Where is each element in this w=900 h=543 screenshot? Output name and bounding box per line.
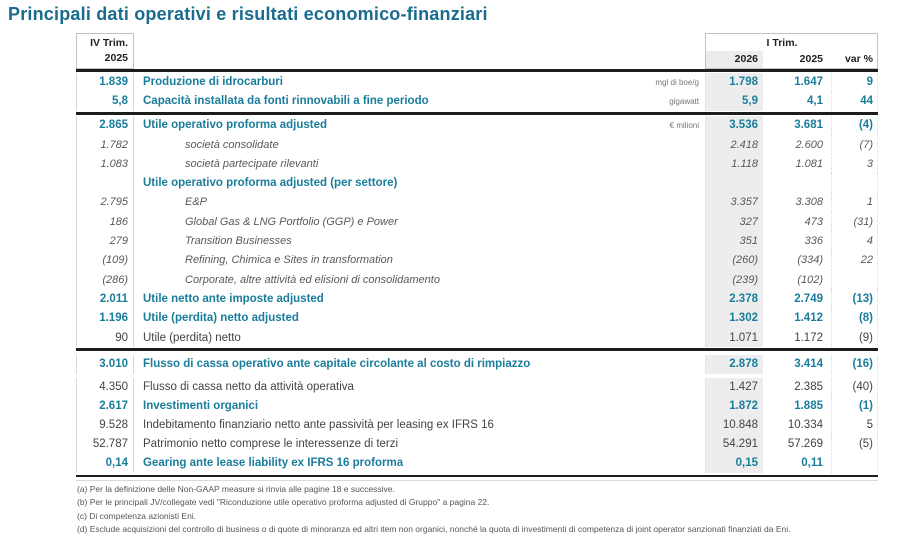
cell-2026-value: 351 [705, 231, 763, 250]
cell-prev-quarter-value: 52.787 [76, 435, 134, 454]
cell-2025-value: 4,1 [807, 95, 823, 108]
cell-2026-value: 54.291 [705, 435, 763, 454]
cell-2025-value: 57.269 [787, 438, 823, 451]
cell-2025-value: 2.385 [794, 381, 823, 394]
cell-2026-value: 1.071 [705, 328, 763, 347]
row-label: Patrimonio netto comprese le interessenze di terzi [143, 438, 399, 451]
table-row [76, 212, 878, 231]
cell-2025-value: 3.414 [794, 358, 823, 371]
cell-2025-value: 473 [804, 215, 823, 228]
row-label: Produzione di idrocarburi [143, 76, 283, 89]
cell-prev-quarter-value: 0,14 [76, 454, 134, 473]
header-prev-quarter-year: 2025 [104, 52, 128, 64]
section-profit-data [76, 115, 878, 349]
header-prev-quarter-label: IV Trim. [90, 37, 128, 49]
cell-prev-quarter-value: 5,8 [76, 92, 134, 111]
cell-2026-value: 1.118 [705, 154, 763, 173]
cell-var-percent: 1 [831, 193, 878, 212]
row-label: Indebitamento finanziario netto ante passività per leasing ex IFRS 16 [143, 419, 494, 432]
cell-2026-value: 0,15 [705, 454, 763, 473]
table-row [76, 231, 878, 250]
table-header [76, 33, 878, 69]
cell-2025-value: 3.681 [794, 119, 823, 132]
footnote-b: (b) Per le principali JV/collegate vedi "Riconduzione utile operativo proforma adjusted di Gruppo" a pagina 22. [77, 497, 490, 508]
cell-2025-value: 2.749 [794, 292, 823, 305]
table-row [76, 193, 878, 212]
table-row [76, 454, 878, 473]
cell-prev-quarter-value: 2.865 [76, 116, 134, 135]
header-year-row [706, 51, 877, 68]
table-row [76, 378, 878, 397]
table-row [76, 116, 878, 135]
cell-2025-value: 3.308 [795, 196, 823, 209]
row-label: Flusso di cassa operativo ante capitale circolante al costo di rimpiazzo [143, 358, 531, 371]
footnote-separator [76, 480, 878, 481]
row-label: Transition Businesses [185, 235, 292, 248]
cell-var-percent: 9 [831, 73, 878, 92]
cell-prev-quarter-value: 1.839 [76, 73, 134, 92]
cell-2026-value: 5,9 [705, 92, 763, 111]
table-row [76, 289, 878, 308]
row-label: Corporate, altre attività ed elisioni di consolidamento [185, 273, 440, 286]
cell-2025-value [763, 173, 831, 192]
table-row [76, 355, 878, 374]
header-current-quarters [705, 33, 878, 69]
cell-var-percent [831, 454, 878, 473]
divider-bottom [76, 475, 878, 478]
cell-unit: € milioni [669, 120, 699, 130]
section-cashflow-data [76, 351, 878, 475]
row-label: Global Gas & LNG Portfolio (GGP) e Power [185, 215, 398, 228]
header-prev-quarter [76, 33, 134, 69]
cell-prev-quarter-value: 1.782 [76, 135, 134, 154]
cell-2025-value: (334) [797, 254, 823, 267]
cell-2026-value: 1.798 [705, 73, 763, 92]
footnote-c: (c) Di competenza azionisti Eni. [77, 510, 197, 521]
cell-2026-value [705, 173, 763, 192]
cell-prev-quarter-value: 3.010 [76, 355, 134, 374]
cell-var-percent [831, 173, 878, 192]
cell-var-percent: 5 [831, 416, 878, 435]
cell-var-percent: (13) [831, 289, 878, 308]
cell-2026-value: (260) [705, 251, 763, 270]
cell-var-percent: (5) [831, 435, 878, 454]
cell-var-percent: (7) [831, 135, 878, 154]
table-row [76, 435, 878, 454]
cell-unit: gigawatt [669, 96, 699, 106]
cell-2026-value: (239) [705, 270, 763, 289]
footnotes [77, 483, 892, 536]
cell-2025-value: (102) [797, 273, 823, 286]
financial-results-table [76, 33, 878, 481]
table-row [76, 92, 878, 111]
cell-prev-quarter-value: 90 [76, 328, 134, 347]
row-label: Utile (perdita) netto adjusted [143, 312, 299, 325]
row-label: Utile operativo proforma adjusted (per settore) [143, 177, 398, 190]
table-row [76, 397, 878, 416]
cell-2026-value: 3.536 [705, 116, 763, 135]
cell-var-percent: 3 [831, 154, 878, 173]
row-label: Capacità installata da fonti rinnovabili a fine periodo [143, 95, 429, 108]
table-row [76, 173, 878, 192]
row-label: Investimenti organici [143, 400, 259, 413]
cell-var-percent: 44 [831, 92, 878, 111]
table-row [76, 251, 878, 270]
row-label: Refining, Chimica e Sites in transformation [185, 254, 393, 267]
cell-2026-value: 1.302 [705, 309, 763, 328]
table-row [76, 154, 878, 173]
cell-2026-value: 327 [705, 212, 763, 231]
cell-2025-value: 1.647 [794, 76, 823, 89]
page-title: Principali dati operativi e risultati economico-finanziari [8, 4, 488, 24]
cell-var-percent: (40) [831, 378, 878, 397]
header-col-2025: 2025 [799, 53, 823, 65]
table-row [76, 270, 878, 289]
cell-2025-value: 336 [804, 235, 823, 248]
cell-unit: mgl di boe/g [655, 77, 699, 87]
row-label: E&P [185, 196, 208, 209]
cell-2025-value: 0,11 [801, 457, 823, 470]
table-row [76, 309, 878, 328]
cell-2026-value: 2.378 [705, 289, 763, 308]
cell-2026-value: 10.848 [705, 416, 763, 435]
cell-2026-value: 1.427 [705, 378, 763, 397]
row-label: Gearing ante lease liability ex IFRS 16 proforma [143, 457, 404, 470]
cell-var-percent: (31) [831, 212, 878, 231]
row-label: Flusso di cassa netto da attività operativa [143, 381, 354, 394]
cell-2025-value: 1.081 [795, 157, 823, 170]
cell-2025-value: 1.172 [794, 331, 823, 344]
cell-var-percent: (4) [831, 116, 878, 135]
table-row [76, 416, 878, 435]
row-label: Utile (perdita) netto [143, 331, 241, 344]
cell-prev-quarter-value: 2.795 [76, 193, 134, 212]
header-quarter-group-label: I Trim. [766, 37, 798, 49]
cell-2025-value: 10.334 [787, 419, 823, 432]
table-row [76, 328, 878, 347]
cell-var-percent: 4 [831, 231, 878, 250]
cell-prev-quarter-value: 1.196 [76, 309, 134, 328]
cell-2026-value: 3.357 [705, 193, 763, 212]
table-row [76, 73, 878, 92]
header-col-var-percent: var % [844, 53, 873, 65]
cell-prev-quarter-value: 279 [76, 231, 134, 250]
cell-prev-quarter-value [76, 173, 134, 192]
cell-var-percent: (9) [831, 328, 878, 347]
cell-var-percent: 22 [831, 251, 878, 270]
cell-prev-quarter-value: 9.528 [76, 416, 134, 435]
cell-var-percent [831, 270, 878, 289]
cell-2026-value: 2.878 [705, 355, 763, 374]
cell-prev-quarter-value: 186 [76, 212, 134, 231]
cell-prev-quarter-value: 2.011 [76, 289, 134, 308]
cell-2025-value: 1.412 [794, 312, 823, 325]
cell-2026-value: 1.872 [705, 397, 763, 416]
header-col-2026: 2026 [706, 51, 763, 68]
row-label: società consolidate [185, 138, 279, 151]
cell-var-percent: (16) [831, 355, 878, 374]
cell-prev-quarter-value: 4.350 [76, 378, 134, 397]
footnote-d: (d) Esclude acquisizioni del controllo di business o di quote di minoranza ed altri item non organici, nonché la quota di investimenti di competenza di joint operator sanzionati finanziati da Eni. [77, 523, 791, 534]
cell-2025-value: 2.600 [795, 138, 823, 151]
footnote-a: (a) Per la definizione delle Non-GAAP measure si rinvia alle pagine 18 e successive. [77, 484, 395, 494]
cell-prev-quarter-value: (109) [76, 251, 134, 270]
cell-2026-value: 2.418 [705, 135, 763, 154]
row-label: Utile netto ante imposte adjusted [143, 292, 324, 305]
row-label: Utile operativo proforma adjusted [143, 119, 328, 132]
cell-prev-quarter-value: (286) [76, 270, 134, 289]
cell-prev-quarter-value: 1.083 [76, 154, 134, 173]
cell-prev-quarter-value: 2.617 [76, 397, 134, 416]
section-operating-data [76, 72, 878, 113]
row-label: società partecipate rilevanti [185, 157, 319, 170]
cell-var-percent: (1) [831, 397, 878, 416]
cell-2025-value: 1.885 [794, 400, 823, 413]
cell-var-percent: (8) [831, 309, 878, 328]
table-row [76, 135, 878, 154]
